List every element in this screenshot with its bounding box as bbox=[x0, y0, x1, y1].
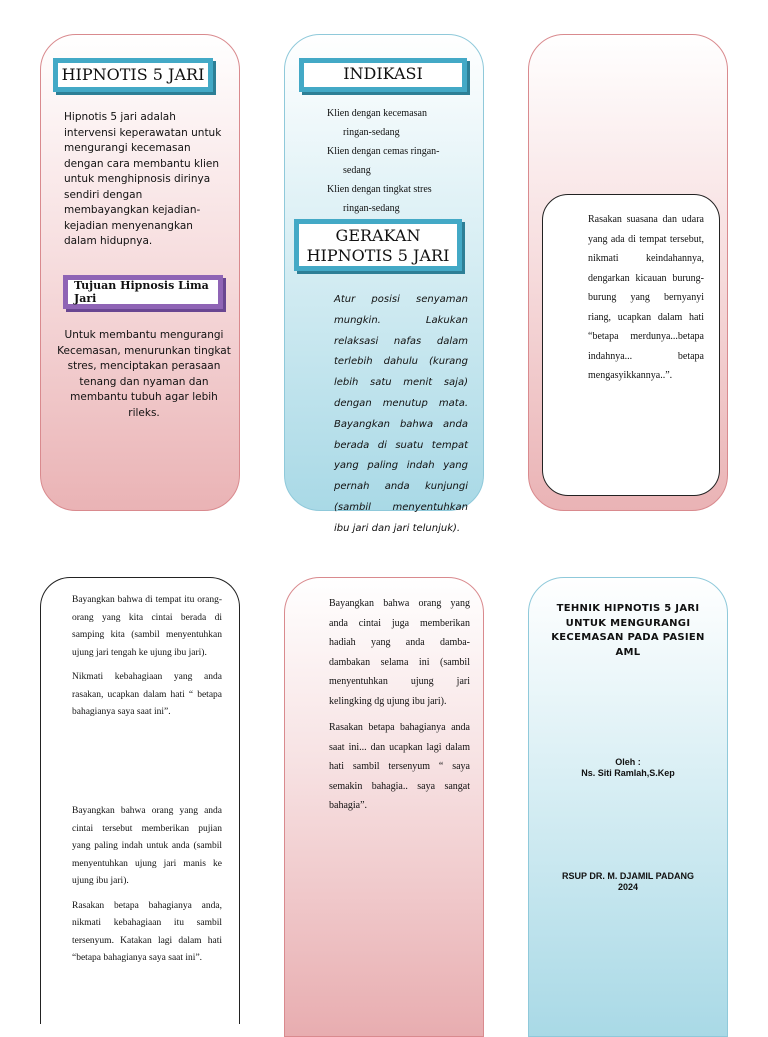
cover-author-block bbox=[546, 757, 710, 779]
title-indikasi-text: INDIKASI bbox=[343, 64, 423, 83]
indikasi-item bbox=[327, 104, 477, 142]
cover-by-label: Oleh : bbox=[615, 757, 641, 767]
cover-institution-block bbox=[546, 871, 710, 893]
goal-title: Tujuan Hipnosis Lima Jari bbox=[74, 279, 209, 305]
cover-year: 2024 bbox=[617, 882, 639, 892]
paragraph: Nikmati kebahagiaan yang anda rasakan, ucapkan dalam hati “ betapa bahagianya saya saat ini”. bbox=[72, 672, 222, 717]
paragraph: Bayangkan bahwa orang yang anda cintai tersebut memberikan pujian yang paling indah untuk anda (sambil menyentuhkan ujung jari manis ke ujung ibu jari). bbox=[72, 806, 222, 886]
indikasi-item-line: ringan-sedang bbox=[343, 203, 400, 214]
cover-title: TEHNIK HIPNOTIS 5 JARI UNTUK MENGURANGI KECEMASAN PADA PASIEN AML bbox=[551, 603, 705, 658]
title-hipnotis-5-jari-text: HIPNOTIS 5 JARI bbox=[61, 65, 205, 84]
indikasi-item bbox=[327, 180, 477, 218]
cover-institution: RSUP DR. M. DJAMIL PADANG bbox=[561, 871, 694, 881]
cover-author: Ns. Siti Ramlah,S.Kep bbox=[581, 768, 675, 778]
panel-definition bbox=[40, 34, 240, 511]
indikasi-item-line: Klien dengan tingkat stres bbox=[327, 184, 432, 195]
title-indikasi bbox=[299, 58, 467, 92]
bayangkan-text-2 bbox=[72, 803, 222, 968]
paragraph: Bayangkan bahwa orang yang anda cintai juga memberikan hadiah yang anda damba-dambakan selama ini (sambil menyentuhkan ujung jari kelingking dg ujung ibu jari). bbox=[329, 598, 470, 707]
paragraph: Rasakan betapa bahagianya anda saat ini... dan ucapkan lagi dalam hati sambil tersenyum “ saya semakin bahagia.. saya sangat bahagia”. bbox=[329, 722, 470, 811]
indikasi-item bbox=[327, 142, 477, 180]
title-gerakan bbox=[294, 219, 462, 271]
indikasi-item-line: Klien dengan kecemasan bbox=[327, 108, 427, 119]
title-hipnotis-5-jari bbox=[53, 58, 213, 92]
definition-text: Hipnotis 5 jari adalah intervensi keperawatan untuk mengurangi kecemasan dengan cara membantu klien untuk menghipnosis dirinya sendiri dengan membayangkan kejadian-kejadian menyenangkan dalam hidupnya. bbox=[64, 111, 222, 247]
indikasi-list bbox=[327, 104, 477, 218]
paragraph: Rasakan betapa bahagianya anda, nikmati kebahagiaan itu sambil tersenyum. Katakan lagi dalam hati “betapa bahagianya saya saat ini”. bbox=[72, 900, 222, 963]
paragraph: Bayangkan bahwa di tempat itu orang-orang yang kita cintai berada di samping kita (sambil menyentuhkan ujung jari tengah ke ujung ibu jari). bbox=[72, 595, 222, 658]
indikasi-item-line: ringan-sedang bbox=[343, 127, 400, 138]
title-gerakan-line1: GERAKAN bbox=[335, 226, 421, 245]
title-gerakan-line2: HIPNOTIS 5 JARI bbox=[306, 246, 450, 265]
goal-text: Untuk membantu mengurangi Kecemasan, menurunkan tingkat stres, menciptakan perasaan tenang dan nyaman dan membantu tubuh agar lebih rileks. bbox=[57, 329, 231, 419]
indikasi-item-line: sedang bbox=[343, 165, 371, 176]
indikasi-item-line: Klien dengan cemas ringan- bbox=[327, 146, 440, 157]
goal-title-box bbox=[63, 275, 223, 309]
bayangkan-text-1 bbox=[72, 592, 222, 722]
gerakan-text: Atur posisi senyaman mungkin. Lakukan relaksasi nafas dalam terlebih dahulu (kurang lebih satu menit saja) dengan menutup mata. Bayangkan bahwa anda berada di suatu tempat yang paling indah yang pernah anda kunjungi (sambil menyentuhkan ibu jari dan jari telunjuk). bbox=[334, 294, 468, 534]
bayangkan-text-3 bbox=[329, 594, 470, 816]
rasakan-text: Rasakan suasana dan udara yang ada di tempat tersebut, nikmati keindahannya, dengarkan kicauan burung-burung yang bernyanyi riang, ucapkan dalam hati “betapa merdunya...betapa indahnya... betapa mengasyikkannya..”. bbox=[588, 214, 704, 381]
